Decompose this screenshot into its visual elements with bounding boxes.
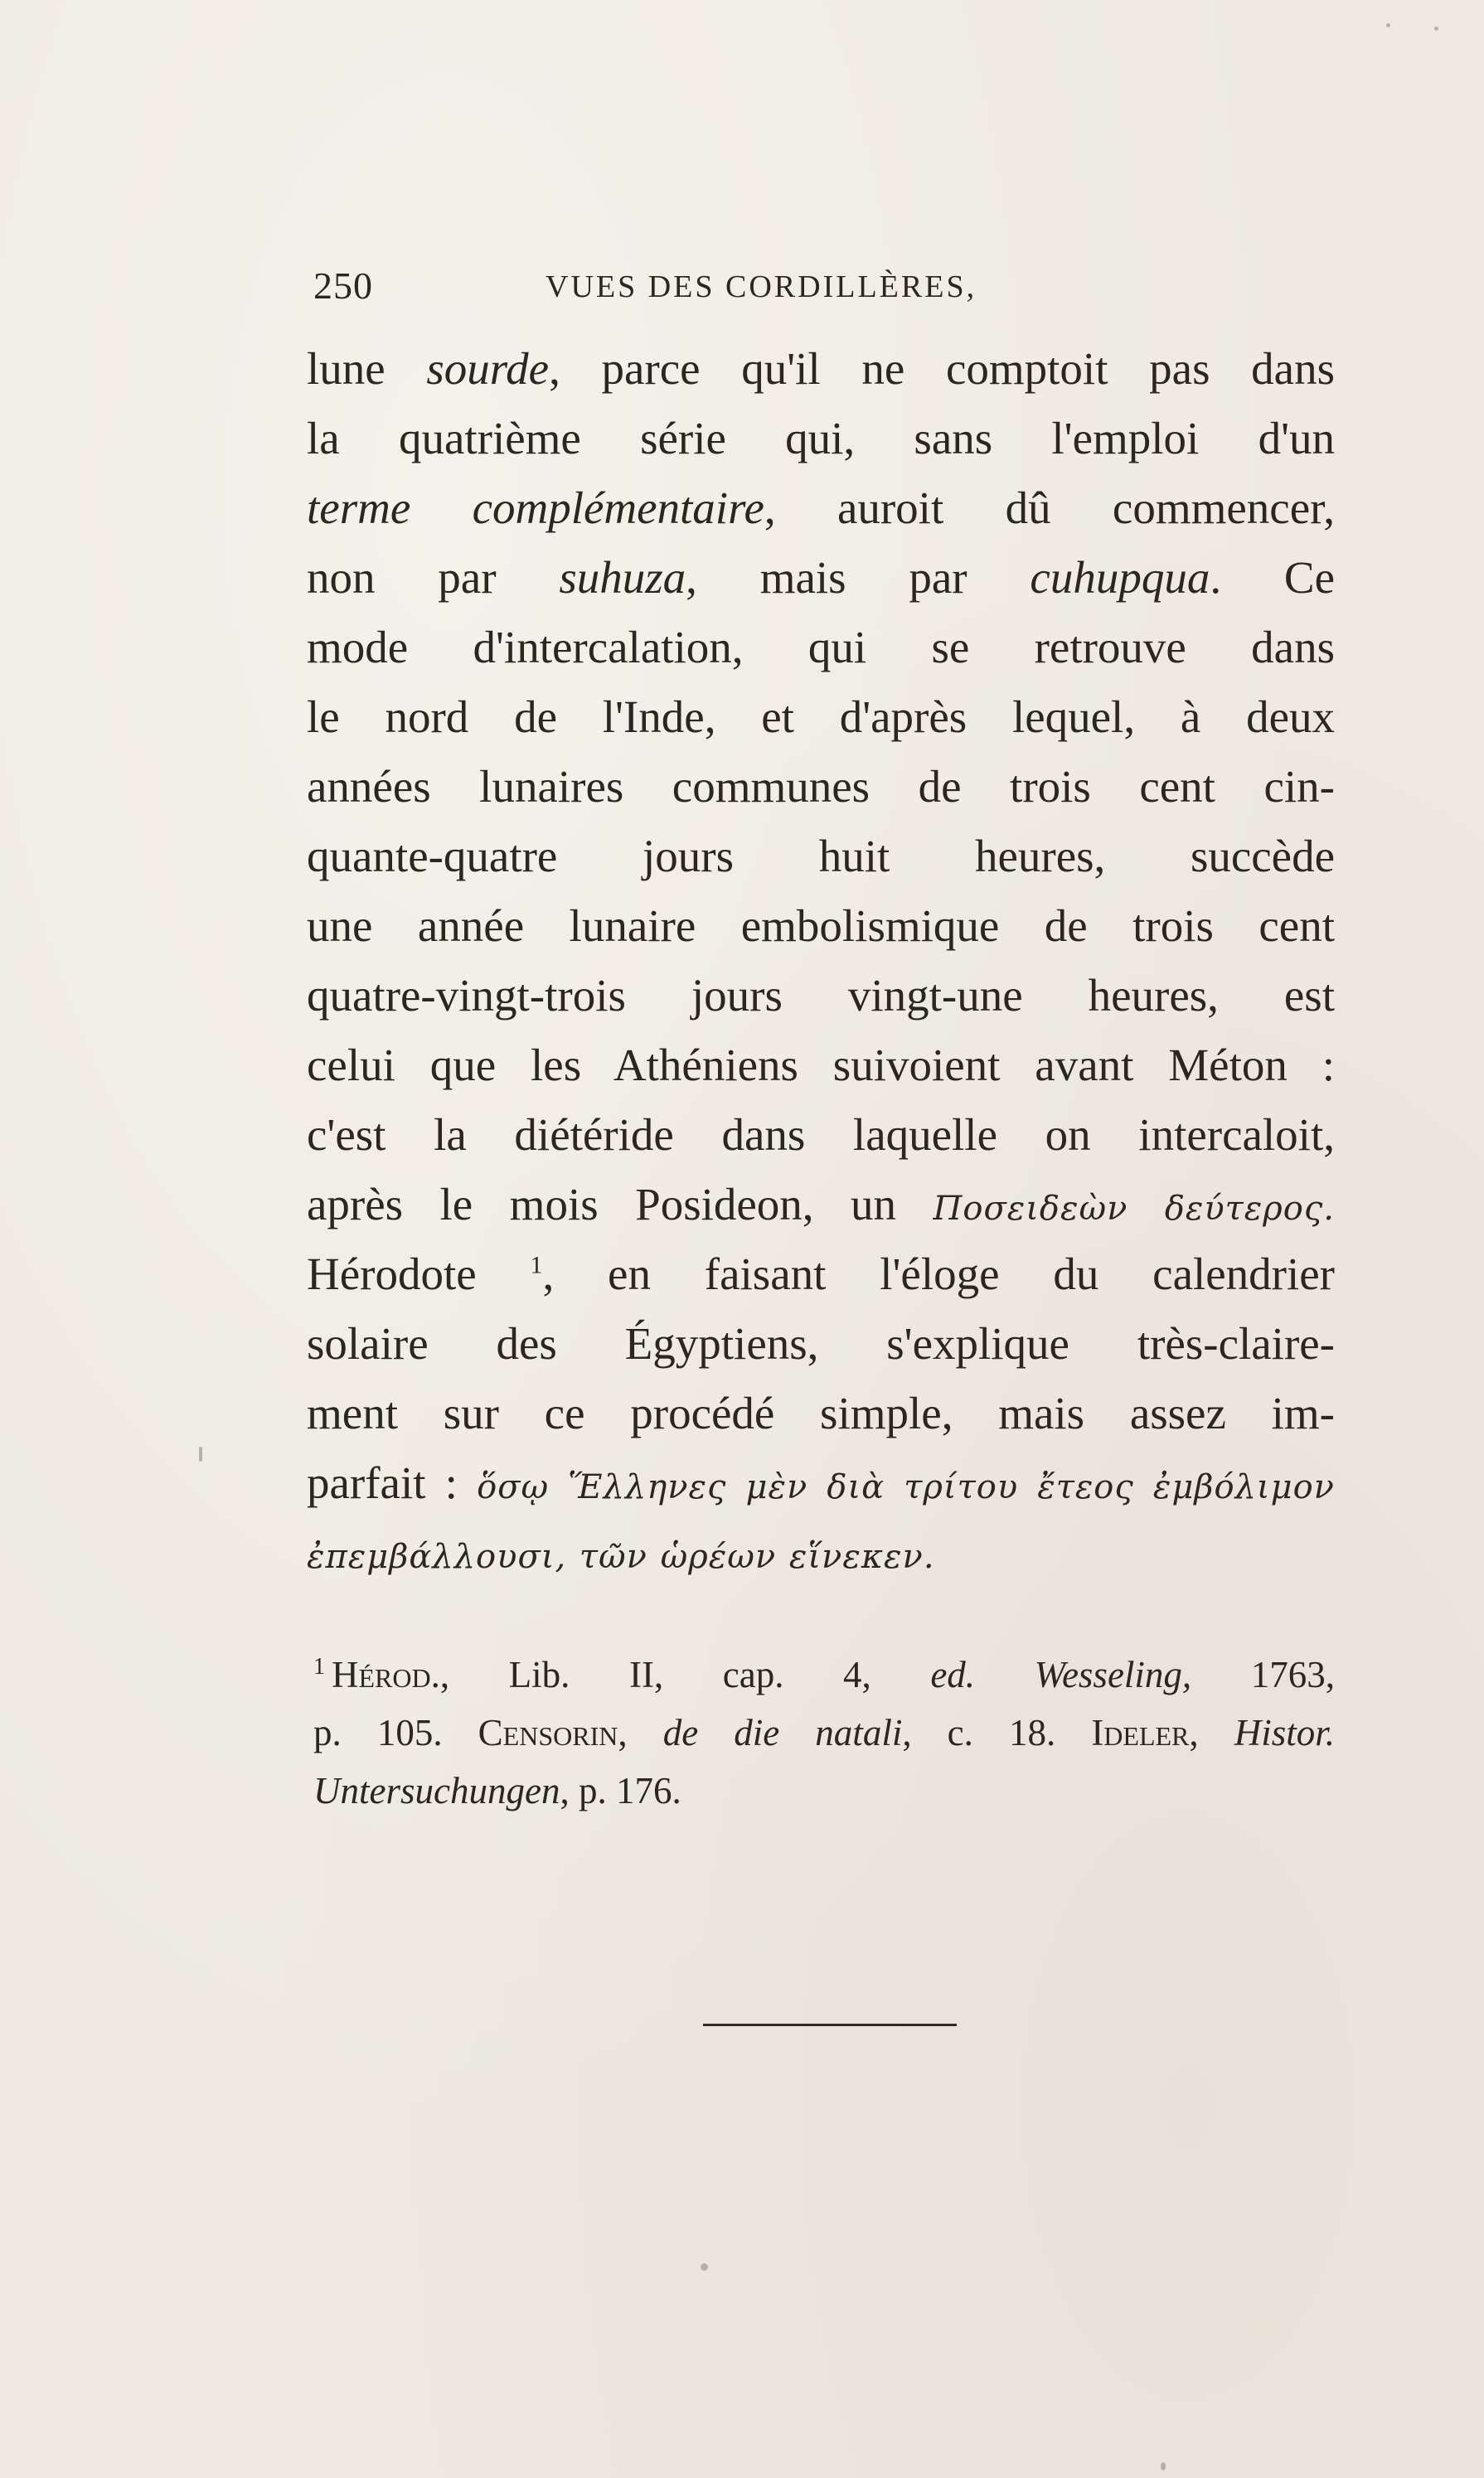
footnote-line: p. 105. Censorin, de die natali, c. 18. Ideler, Histor. <box>313 1712 1336 1753</box>
text-line <box>307 1518 1335 1588</box>
text-line: lune sourde, parce qu'il ne comptoit pas dans <box>307 343 1335 394</box>
ornamental-rule <box>703 2024 957 2026</box>
text-line: une année lunaire embolismique de trois cent <box>307 900 1335 951</box>
text-line: celui que les Athéniens suivoient avant Méton : <box>307 1040 1335 1090</box>
text-line: terme complémentaire, auroit dû commencer, <box>307 483 1335 533</box>
footnote-mark: 1 <box>313 1654 325 1680</box>
paper-speck <box>1434 27 1438 31</box>
text-line: la quatrième série qui, sans l'emploi d'un <box>307 413 1335 463</box>
text-line: mode d'intercalation, qui se retrouve dans <box>307 622 1335 672</box>
paper-speck <box>1386 23 1390 27</box>
page-number: 250 <box>313 264 373 307</box>
paper-speck <box>199 1447 202 1462</box>
greek-quote: ὅσῳ Ἕλληνες μὲν διὰ τρίτου ἔτεος ἐμβόλιμον <box>477 1468 1335 1506</box>
running-head <box>313 264 1076 313</box>
greek-phrase: Ποσειδεὼν δεύτερος. <box>933 1190 1335 1228</box>
footnotes <box>313 1646 1335 1820</box>
running-title: VUES DES CORDILLÈRES, <box>546 269 977 304</box>
text-line: quante-quatre jours huit heures, succède <box>307 831 1335 881</box>
text-line: après le mois Posideon, un Ποσειδεὼν δεύτερος. <box>307 1179 1335 1229</box>
text-line: non par suhuza, mais par cuhupqua. Ce <box>307 552 1335 603</box>
text-line: solaire des Égyptiens, s'explique très-claire- <box>307 1318 1335 1369</box>
paper-speck <box>701 2263 708 2271</box>
text-line: parfait : ὅσῳ Ἕλληνες μὲν διὰ τρίτου ἔτεος ἐμβόλιμον <box>307 1457 1335 1508</box>
text-line: années lunaires communes de trois cent cin- <box>307 761 1335 812</box>
body-text <box>307 334 1335 1588</box>
footnote-line: Untersuchungen, p. 176. <box>313 1770 681 1811</box>
footnote-line: $^1$ Hérod., Lib. II, cap. 4, ed. Wesseling, 1763, <box>313 1654 1335 1695</box>
text-line: c'est la diétéride dans laquelle on intercaloit, <box>307 1109 1335 1160</box>
greek-quote: ἐπεμβάλλουσι, τῶν ὡρέων εἵνεκεν. <box>307 1538 935 1576</box>
text-line: quatre-vingt-trois jours vingt-une heures, est <box>307 970 1335 1021</box>
text-line: ment sur ce procédé simple, mais assez im- <box>307 1388 1335 1438</box>
text-line: le nord de l'Inde, et d'après lequel, à deux <box>307 691 1335 742</box>
footnote-reference: 1 <box>530 1251 543 1279</box>
text-line: Hérodote $^1$, en faisant l'éloge du calendrier <box>307 1249 1335 1299</box>
paper-speck <box>1161 2462 1166 2471</box>
